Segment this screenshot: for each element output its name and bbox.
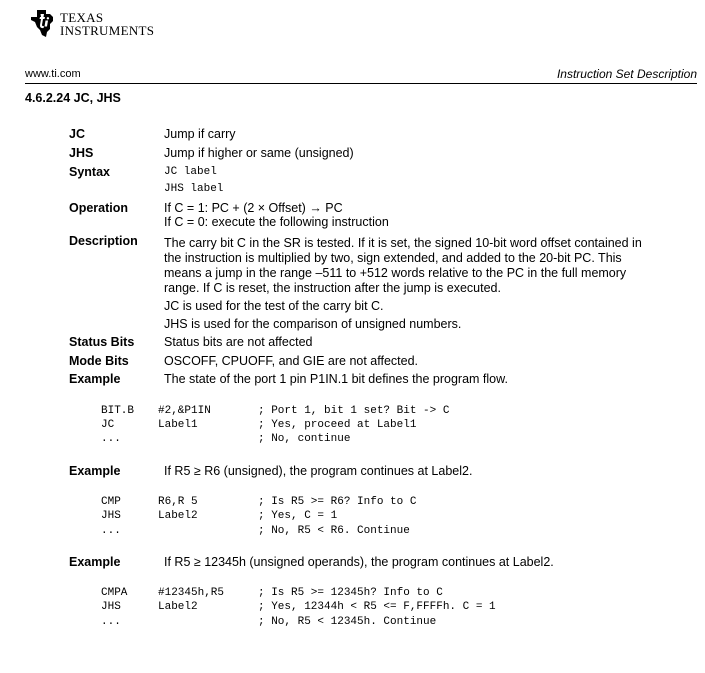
code-comment: ; Port 1, bit 1 set? Bit -> C — [258, 405, 450, 417]
code-op: CMPA — [101, 587, 128, 599]
syntax-jc: JC label — [164, 166, 217, 178]
term-description: Description — [69, 234, 138, 248]
term-status-bits: Status Bits — [69, 335, 135, 349]
term-mode-bits: Mode Bits — [69, 354, 129, 368]
def-mode-bits: OSCOFF, CPUOFF, and GIE are not affected. — [164, 354, 419, 368]
description-line4: range. If C is reset, the instruction after the jump is executed. — [164, 281, 501, 295]
example-1-text: The state of the port 1 pin P1IN.1 bit defines the program flow. — [164, 372, 508, 386]
syntax-jhs: JHS label — [164, 183, 224, 195]
code-comment: ; Yes, C = 1 — [258, 510, 338, 522]
header-divider — [25, 83, 697, 84]
description-jc-usage: JC is used for the test of the carry bit C. — [164, 299, 384, 313]
term-jc: JC — [69, 127, 85, 141]
code-op: JHS — [101, 601, 121, 613]
description-line1: The carry bit C in the SR is tested. If it is set, the signed 10-bit word offset contained in — [164, 236, 642, 250]
header-section-title: Instruction Set Description — [556, 67, 697, 81]
brand-line1: TEXAS — [60, 10, 104, 25]
code-comment: ; No, R5 < 12345h. Continue — [258, 616, 437, 628]
code-op: JHS — [101, 510, 121, 522]
def-status-bits: Status bits are not affected — [164, 335, 313, 349]
def-jc: Jump if carry — [164, 127, 236, 141]
term-example-2: Example — [69, 464, 121, 478]
example-2-text: If R5 ≥ R6 (unsigned), the program continues at Label2. — [164, 464, 473, 478]
code-op: JC — [101, 419, 115, 431]
term-syntax: Syntax — [69, 165, 110, 179]
code-arg: Label2 — [158, 510, 198, 522]
brand-line2: INSTRUMENTS — [60, 23, 155, 38]
code-comment: ; Is R5 >= 12345h? Info to C — [258, 587, 443, 599]
code-comment: ; Yes, proceed at Label1 — [258, 419, 417, 431]
description-line2: the instruction is multiplied by two, sign extended, and added to the 20-bit PC. This — [164, 251, 622, 265]
ti-logo — [29, 8, 159, 42]
code-arg: R6,R 5 — [158, 496, 198, 508]
term-example-1: Example — [69, 372, 121, 386]
code-comment: ; No, R5 < R6. Continue — [258, 525, 410, 537]
ti-logo-icon — [29, 8, 57, 38]
section-heading: 4.6.2.24 JC, JHS — [25, 91, 121, 105]
code-arg: #12345h,R5 — [158, 587, 225, 599]
operation-line1: If C = 1: PC + (2 × Offset) → PC — [164, 201, 343, 215]
def-jhs: Jump if higher or same (unsigned) — [164, 146, 354, 160]
example-3-text: If R5 ≥ 12345h (unsigned operands), the program continues at Label2. — [164, 555, 554, 569]
code-op: BIT.B — [101, 405, 135, 417]
code-op: ... — [101, 525, 121, 537]
code-arg: Label1 — [158, 419, 198, 431]
operation-line2: If C = 0: execute the following instruction — [164, 215, 389, 229]
website-link[interactable]: www.ti.com — [25, 68, 81, 80]
description-jhs-usage: JHS is used for the comparison of unsigned numbers. — [164, 317, 462, 331]
term-jhs: JHS — [69, 146, 94, 160]
code-comment: ; Yes, 12344h < R5 <= F,FFFFh. C = 1 — [258, 601, 496, 613]
code-arg: #2,&P1IN — [158, 405, 211, 417]
code-comment: ; No, continue — [258, 433, 351, 445]
term-example-3: Example — [69, 555, 121, 569]
term-operation: Operation — [69, 201, 129, 215]
code-comment: ; Is R5 >= R6? Info to C — [258, 496, 417, 508]
code-op: ... — [101, 433, 121, 445]
code-arg: Label2 — [158, 601, 198, 613]
code-op: CMP — [101, 496, 121, 508]
code-op: ... — [101, 616, 121, 628]
brand-name — [60, 11, 154, 37]
description-line3: means a jump in the range –511 to +512 words relative to the PC in the full memory — [164, 266, 627, 280]
